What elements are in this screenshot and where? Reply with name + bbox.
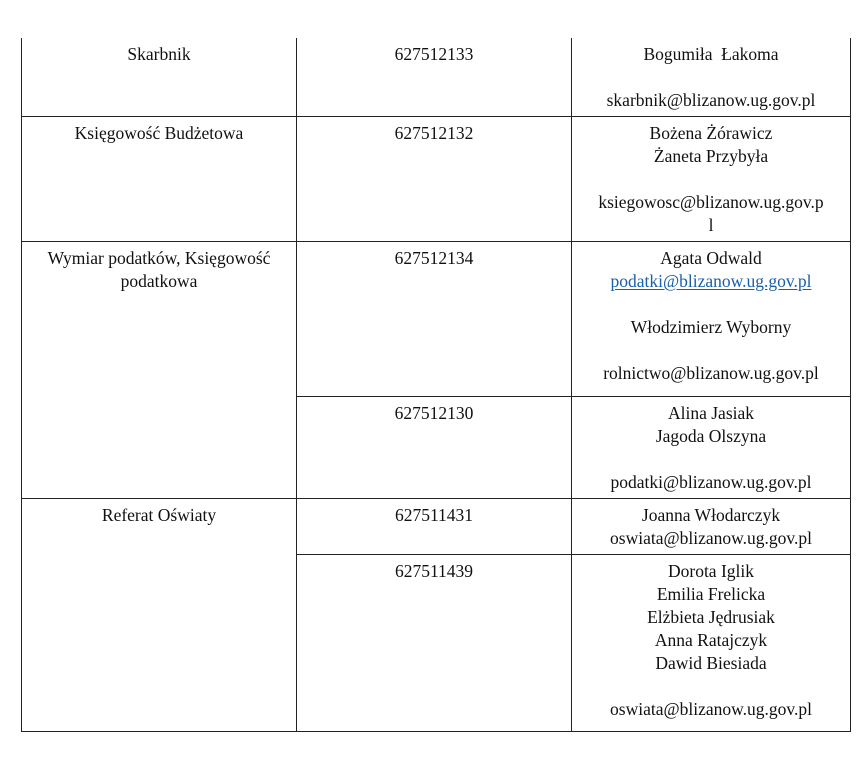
contact-cell xyxy=(572,498,851,554)
table-row-skarbnik xyxy=(22,38,851,116)
department-name: Wymiar podatków, Księgowość podatkowa xyxy=(47,247,271,291)
phone-number: 627512130 xyxy=(394,402,474,423)
table-row-ksiegowosc xyxy=(22,116,851,241)
email-address: podatki@blizanow.ug.gov.pl xyxy=(610,471,812,492)
email-address: skarbnik@blizanow.ug.gov.pl xyxy=(606,90,816,110)
department-cell xyxy=(22,241,297,498)
phone-cell xyxy=(297,116,572,241)
person-name: Dorota Iglik xyxy=(667,560,755,581)
phone-number: 627512132 xyxy=(394,122,474,143)
department-name: Księgowość Budżetowa xyxy=(74,122,244,143)
spacer xyxy=(576,168,846,191)
contact-cell xyxy=(572,241,851,396)
contact-cell xyxy=(572,38,851,116)
phone-cell xyxy=(297,38,572,116)
phone-number: 627512133 xyxy=(394,44,474,64)
phone-cell xyxy=(297,396,572,498)
department-cell xyxy=(22,38,297,116)
spacer xyxy=(576,293,846,316)
email-address: oswiata@blizanow.ug.gov.pl xyxy=(610,527,812,548)
email-address: oswiata@blizanow.ug.gov.pl xyxy=(610,698,812,719)
spacer xyxy=(576,675,846,698)
person-name: Jagoda Olszyna xyxy=(655,425,767,446)
phone-cell xyxy=(297,554,572,731)
email-address-part1: ksiegowosc@blizanow.ug.gov.p xyxy=(598,191,824,212)
person-name: Emilia Frelicka xyxy=(656,583,766,604)
person-name: Włodzimierz Wyborny xyxy=(630,316,792,337)
spacer xyxy=(576,448,846,471)
phone-cell xyxy=(297,241,572,396)
person-name: Bogumiła Łakoma xyxy=(643,44,779,64)
table-row-wymiar-1 xyxy=(22,241,851,396)
contacts-table xyxy=(21,38,851,732)
phone-number: 627512134 xyxy=(394,247,474,268)
department-name: Skarbnik xyxy=(127,44,191,64)
department-cell xyxy=(22,498,297,731)
contact-cell xyxy=(572,554,851,731)
phone-cell xyxy=(297,498,572,554)
person-name: Dawid Biesiada xyxy=(655,652,767,673)
spacer xyxy=(576,66,846,89)
person-name: Anna Ratajczyk xyxy=(654,629,768,650)
contact-cell xyxy=(572,396,851,498)
email-link[interactable]: podatki@blizanow.ug.gov.pl xyxy=(610,270,812,291)
table-row-oswiata-1 xyxy=(22,498,851,554)
person-name: Żaneta Przybyła xyxy=(653,145,769,166)
phone-number: 627511439 xyxy=(394,560,474,581)
person-name: Elżbieta Jędrusiak xyxy=(647,606,775,627)
person-name: Joanna Włodarczyk xyxy=(641,504,781,525)
person-name: Bożena Żórawicz xyxy=(649,122,773,143)
phone-number: 627511431 xyxy=(394,504,474,525)
department-name: Referat Oświaty xyxy=(101,504,217,525)
email-address-part2: l xyxy=(708,214,714,235)
department-cell xyxy=(22,116,297,241)
person-name: Alina Jasiak xyxy=(667,402,755,423)
contact-cell xyxy=(572,116,851,241)
person-name: Agata Odwald xyxy=(660,247,762,268)
email-address: rolnictwo@blizanow.ug.gov.pl xyxy=(603,362,819,383)
spacer xyxy=(576,339,846,362)
